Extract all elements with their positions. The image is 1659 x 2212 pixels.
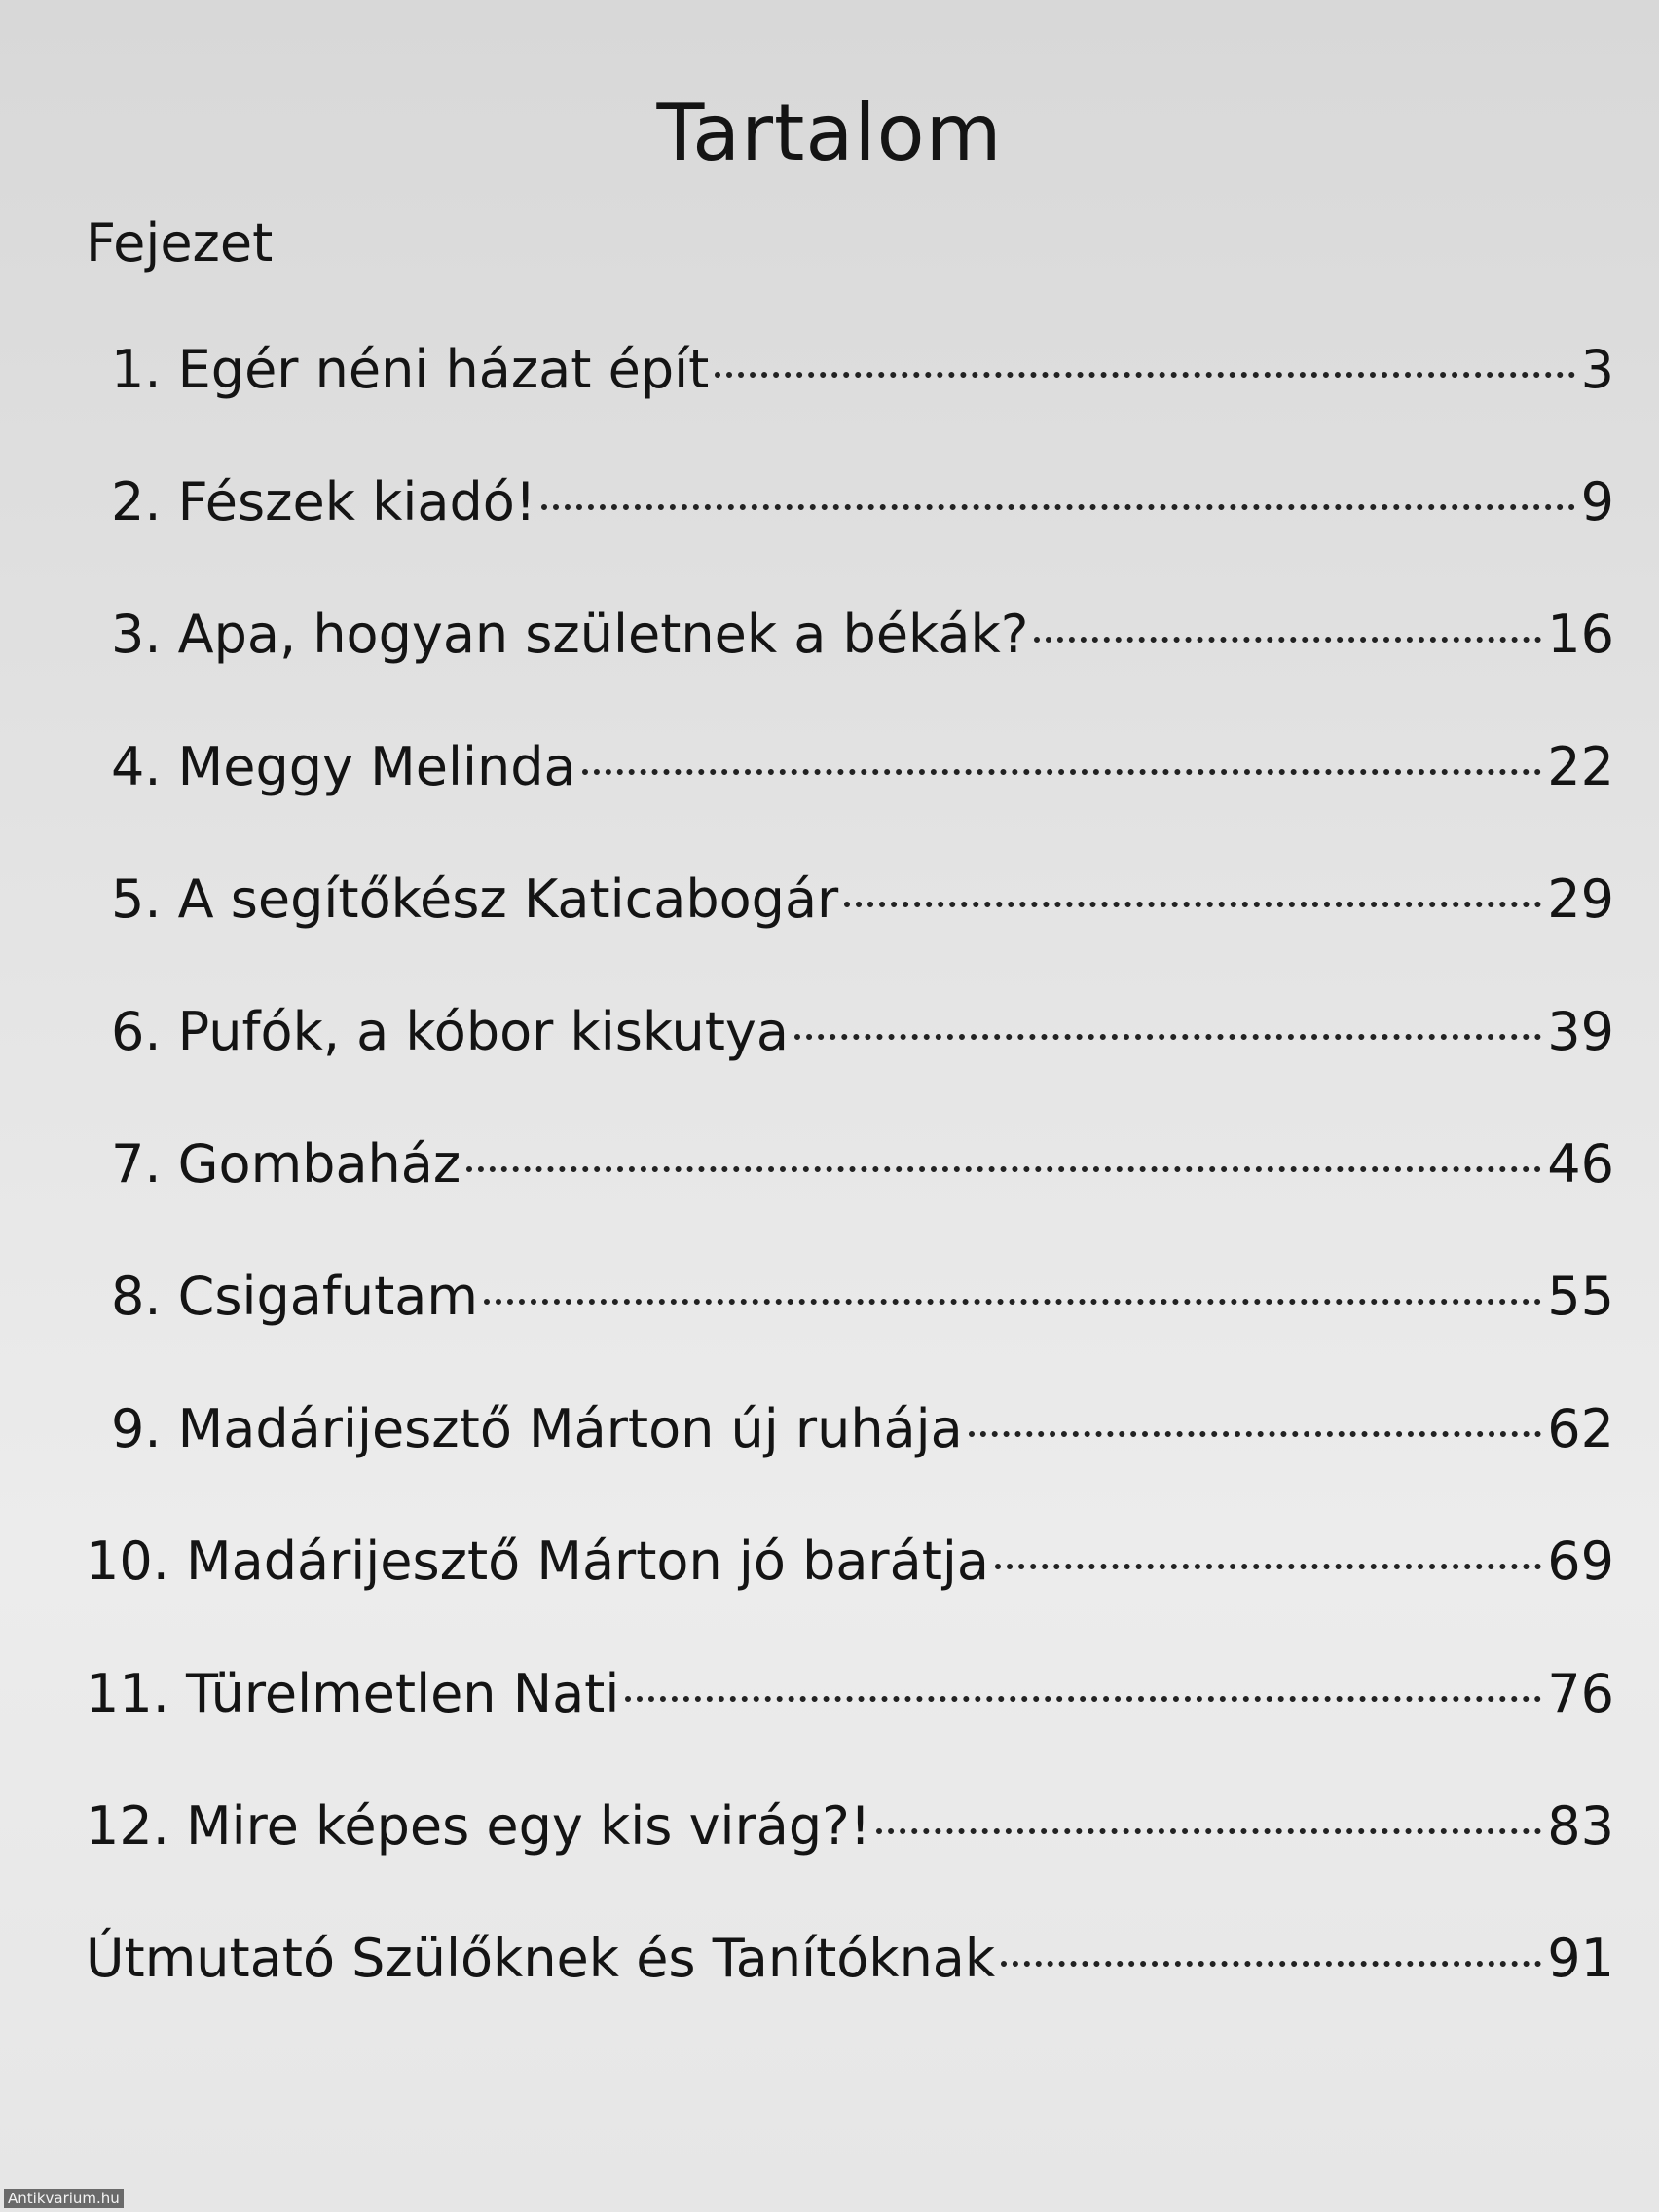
dot-leader — [794, 1034, 1541, 1040]
dot-leader — [876, 1828, 1541, 1834]
toc-entry-page: 83 — [1547, 1795, 1614, 1857]
toc-entry — [86, 1530, 1614, 1608]
toc-entry-title: 10. Madárijesztő Márton jó barátja — [86, 1530, 989, 1592]
dot-leader — [1001, 1961, 1541, 1967]
dot-leader — [582, 769, 1542, 775]
dot-leader — [541, 504, 1574, 510]
toc-entry-title: 5. A segítőkész Katicabogár — [111, 868, 839, 930]
toc-entry — [86, 1133, 1614, 1211]
toc-entry — [86, 1928, 1614, 2006]
toc-entry-page: 91 — [1547, 1928, 1614, 1989]
dot-leader — [844, 902, 1541, 907]
dot-leader — [715, 372, 1574, 378]
toc-entry — [86, 1663, 1614, 1741]
toc-entry — [86, 868, 1614, 946]
toc-entry-page: 29 — [1547, 868, 1614, 930]
toc-entry-title: 6. Pufók, a kóbor kiskutya — [111, 1001, 789, 1062]
toc-entry-page: 3 — [1580, 339, 1614, 400]
toc-entry-page: 62 — [1547, 1398, 1614, 1459]
toc-entry — [86, 736, 1614, 814]
dot-leader — [995, 1564, 1541, 1569]
dot-leader — [1034, 637, 1541, 643]
toc-entry-page: 76 — [1547, 1663, 1614, 1724]
toc-entry-title: 9. Madárijesztő Márton új ruhája — [111, 1398, 963, 1459]
toc-entry-title: 12. Mire képes egy kis virág?! — [86, 1795, 871, 1857]
watermark: Antikvarium.hu — [4, 2189, 124, 2208]
toc-entry — [86, 1795, 1614, 1873]
dot-leader — [625, 1696, 1541, 1702]
toc-entry-title: 2. Fészek kiadó! — [111, 471, 536, 533]
toc-entry — [86, 339, 1614, 417]
toc-entry-page: 16 — [1547, 604, 1614, 665]
toc-entry-title: 4. Meggy Melinda — [111, 736, 576, 797]
toc-entry-title: 1. Egér néni házat épít — [111, 339, 710, 400]
page-title: Tartalom — [656, 88, 1003, 178]
toc-entry-page: 39 — [1547, 1001, 1614, 1062]
dot-leader — [969, 1431, 1542, 1437]
chapter-heading: Fejezet — [86, 212, 274, 274]
toc-entry-title: Útmutató Szülőknek és Tanítóknak — [86, 1928, 996, 1989]
toc-entry-title: 7. Gombaház — [111, 1133, 461, 1195]
toc-entry-page: 55 — [1547, 1266, 1614, 1327]
toc-entry-page: 46 — [1547, 1133, 1614, 1195]
dot-leader — [484, 1299, 1541, 1305]
toc-entry-page: 22 — [1547, 736, 1614, 797]
toc-entry — [86, 471, 1614, 549]
toc-entry — [86, 1266, 1614, 1344]
toc-entry — [86, 1001, 1614, 1079]
dot-leader — [466, 1166, 1541, 1172]
toc-entry-title: 3. Apa, hogyan születnek a békák? — [111, 604, 1029, 665]
toc-entry-page: 9 — [1580, 471, 1614, 533]
toc-entry — [86, 604, 1614, 682]
toc-entry-page: 69 — [1547, 1530, 1614, 1592]
toc-entry-title: 11. Türelmetlen Nati — [86, 1663, 620, 1724]
toc-entry — [86, 1398, 1614, 1476]
toc-entry-title: 8. Csigafutam — [111, 1266, 478, 1327]
